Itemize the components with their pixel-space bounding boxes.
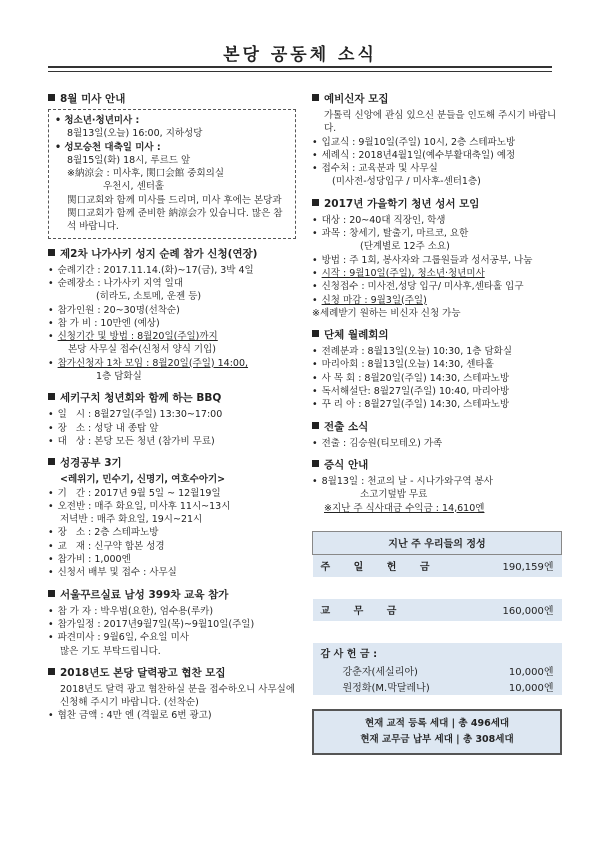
notice-line [48,487,296,500]
notice-line-text: (히라도, 소토메, 운젠 등) [96,291,202,303]
notice-line-text: • 성모승천 대축일 미사 : [55,141,161,153]
section-heading-text: 2017년 가을학기 청년 성서 모임 [324,197,480,210]
section-content [312,109,562,189]
notice-line [48,500,296,513]
notice-line [312,149,562,162]
notice-line [48,553,296,566]
notice-line-text: 장 소 : 2층 스테파노방 [57,527,159,539]
notice-line [55,180,289,193]
notice-line-text: 우천시, 센터홀 [103,181,165,193]
notice-line [55,194,289,234]
household-line: 현재 교적 등록 세대 | 총 496세대 [364,717,510,729]
offering-table [312,531,562,695]
notice-line-text: 마리아회 : 8월13일(오늘) 14:30, 센타홀 [321,359,494,371]
section-heading [312,458,562,472]
notice-line [312,109,562,136]
notice-line-text: 소고기덮밥 무료 [360,489,428,501]
section-heading [48,456,296,470]
square-bullet-icon [48,590,55,597]
notice-line [312,307,562,320]
notice-line [312,372,562,385]
notice-line-text: 関口교회와 함께 미사를 드리며, 미사 후에는 본당과 関口교회가 함께 준비한 納涼会가 있습니다. 많은 참석 바랍니다. [67,194,283,233]
offering-value: 160,000엔 [502,606,554,618]
notice-line [312,162,562,175]
left-column [48,92,296,731]
section-heading [312,420,562,434]
notice-line [48,370,296,383]
household-line: 현재 교무금 납부 세대 | 총 308세대 [360,733,514,745]
notice-line [48,264,296,277]
notice-line-text: ※세례받기 원하는 비신자 신청 가능 [312,307,461,319]
section-heading-text: 8월 미사 안내 [60,93,126,105]
section-heading-text: 2018년도 본당 달력광고 협찬 모집 [60,666,226,679]
notice-line [48,435,296,448]
title-divider [48,66,552,68]
notice-line [55,141,289,154]
notice-line [48,645,296,658]
notice-line [48,290,296,303]
notice-line-text: 일 시 : 8월27일(주일) 13:30~17:00 [57,409,223,421]
notice-section [48,666,296,723]
section-heading-text: 서울꾸르실료 남성 399차 교육 참가 [60,588,229,601]
thanks-value: 10,000엔 [508,667,554,679]
notice-line [48,277,296,290]
notice-section [312,328,562,411]
section-heading [312,197,562,211]
section-content [48,683,296,723]
notice-line [48,513,296,526]
notice-line-text: 전출 : 김승원(티모테오) 가족 [321,437,443,449]
notice-line-text: 협찬 금액 : 4만 엔 (격월로 6번 광고) [57,710,212,722]
notice-section [312,458,562,515]
notice-line-text: 과목 : 창세기, 탈출기, 마르코, 요한 [321,228,469,240]
section-heading [48,247,296,261]
notice-line [312,214,562,227]
notice-line-text: 본당 사무실 접수(신청서 양식 기입) [68,344,216,356]
notice-line-text: 접수처 : 교육분과 및 사무실 [321,163,438,175]
section-heading-text: 제2차 나가사키 성지 순례 참가 신청(연장) [60,247,258,260]
notice-line [48,683,296,710]
notice-line [312,227,562,240]
notice-line-text: 전례분과 : 8월13일(오늘) 10:30, 1층 담화실 [321,346,513,358]
notice-line-text: 8월13일(오늘) 16:00, 지하성당 [67,128,203,140]
notice-line-text: 대상 : 20~40대 직장인, 학생 [321,214,446,226]
notice-line [312,488,562,501]
notice-line-text: 신청접수 : 미사전,성당 입구/ 미사후,센타홀 입구 [321,281,524,293]
notice-section [48,456,296,579]
notice-line [312,254,562,267]
notice-line-text: 파견미사 : 9월6일, 수요일 미사 [57,632,189,644]
notice-line [48,566,296,579]
notice-line-text: ※納涼会 : 미사후, 関口会館 중회의실 [67,168,224,180]
notice-line-text: 기 간 : 2017년 9월 5일 ~ 12월19일 [57,487,221,499]
section-content [48,264,296,384]
section-heading [48,588,296,602]
notice-line [312,345,562,358]
notice-line-text: 교 재 : 신구약 합본 성경 [57,540,165,552]
section-content [312,475,562,515]
notice-line [312,175,562,188]
notice-line [312,475,562,488]
section-heading [48,391,296,405]
notice-line [48,317,296,330]
square-bullet-icon [48,668,55,675]
section-heading-text: 단체 월례회의 [324,329,389,342]
notice-line [48,473,296,486]
notice-line-text: • 청소년·청년미사 : [55,115,140,126]
notice-line-text: 오전반 : 매주 화요일, 미사후 11시~13시 [57,500,231,512]
section-heading [48,92,296,106]
notice-line [48,631,296,644]
square-bullet-icon [48,94,55,101]
notice-line-text: 가톨릭 신앙에 관심 있으신 분들을 인도해 주시기 바랍니다. [324,110,557,135]
notice-line [48,408,296,421]
section-content [312,345,562,411]
square-bullet-icon [312,94,319,101]
notice-line [48,330,296,343]
notice-line-text: 8월13일 : 천교의 날 - 시나가와구역 봉사 [321,475,493,487]
section-heading [48,666,296,680]
notice-line-text: 독서해설단: 8월27일(주일) 10:40, 마리아방 [321,386,510,398]
notice-line [48,540,296,553]
notice-line [48,304,296,317]
notice-line [55,154,289,167]
household-box [312,709,562,755]
notice-line-text: 대 상 : 본당 모든 청년 (참가비 무료) [57,435,215,447]
notice-line [312,385,562,398]
notice-line [48,709,296,722]
notice-line [312,502,562,515]
notice-line-text: <레위기, 민수기, 신명기, 여호수아기> [60,474,226,486]
section-heading [312,92,562,106]
notice-section [312,197,562,320]
notice-line [312,437,562,450]
notice-line-text: 참가인원 : 20~30명(선착순) [57,304,180,316]
notice-line-text: 꾸 리 아 : 8월27일(주일) 14:30, 스테파노방 [321,399,509,411]
notice-line-text: 방법 : 주 1회, 봉사자와 그룹원들과 성서공부, 나눔 [321,254,533,266]
square-bullet-icon [48,458,55,465]
section-heading [312,328,562,342]
section-content [48,605,296,658]
notice-line-text: 신청기간 및 방법 : 8월20일(주일)까지 [57,331,218,343]
section-content [312,214,562,320]
boxed-content [48,109,296,239]
section-content [48,473,296,579]
thanks-value: 10,000엔 [508,683,554,695]
notice-line [48,422,296,435]
section-heading-text: 성경공부 3기 [60,457,122,470]
thanks-name: 강춘자(세실리아) [342,667,418,679]
notice-line-text: ※지난 주 식사대금 수익금 : 14,610엔 [324,502,485,514]
notice-line-text: 많은 기도 부탁드립니다. [60,645,161,657]
notice-line-text: 참 가 자 : 박우범(요한), 엄수용(루카) [57,605,214,617]
notice-line-text: 장 소 : 성당 내 종탑 앞 [57,422,159,434]
notice-line-text: 신청 마감 : 9월3일(주일) [321,294,427,306]
notice-line [312,280,562,293]
notice-line-text: 입교식 : 9월10일(주일) 10시, 2층 스테파노방 [321,136,516,148]
offering-title: 지난 주 우리들의 정성 [313,531,562,554]
notice-line [55,114,289,127]
notice-line-text: 사 목 회 : 8월20일(주일) 14:30, 스테파노방 [321,372,509,384]
square-bullet-icon [48,249,55,256]
notice-line-text: 신청서 배부 및 접수 : 사무실 [57,567,177,579]
notice-line-text: 8월15일(화) 18시, 루르드 앞 [67,154,191,166]
notice-line-text: 2018년도 달력 광고 협찬하실 분을 접수하오니 사무실에 신청해 주시기 바랍니다. (선착순) [60,683,296,709]
notice-line-text: 참가비 : 1,000엔 [57,554,131,566]
notice-line-text: 시작 : 9월10일(주일), 청소년·청년미사 [321,267,485,279]
offering-label: 교 무 금 [320,606,407,618]
notice-line-text: 저녁반 : 매주 화요일, 19시~21시 [60,514,203,526]
notice-section [48,391,296,448]
offering-value: 190,159엔 [502,562,554,574]
notice-section [312,420,562,450]
notice-line [312,294,562,307]
section-heading-text: 예비신자 모집 [324,93,389,105]
notice-section [48,588,296,658]
notice-line [55,167,289,180]
notice-line [48,605,296,618]
notice-line [312,267,562,280]
notice-section [48,247,296,384]
notice-line [312,358,562,371]
right-column [312,92,562,755]
square-bullet-icon [48,393,55,400]
notice-line-text: 참 가 비 : 10만엔 (예상) [57,317,160,329]
notice-line [48,343,296,356]
notice-line-text: (단계별로 12주 소요) [360,241,450,253]
section-heading-text: 증식 안내 [324,458,369,471]
square-bullet-icon [312,199,319,206]
title-divider-thin [48,71,552,72]
notice-line-text: 세례식 : 2018년4월1일(예수부활대축일) 예정 [321,149,516,161]
notice-line [48,526,296,539]
section-content [48,408,296,448]
notice-line-text: 1층 담화실 [96,371,142,383]
notice-line-text: 순례기간 : 2017.11.14.(화)~17(금), 3박 4일 [57,264,254,276]
section-heading-text: 전출 소식 [324,420,369,433]
notice-line-text: (미사전-성당입구 / 미사후-센터1층) [332,176,481,188]
notice-line [48,618,296,631]
thanks-name: 원정화(M.막달레나) [342,683,430,695]
offering-label: 주 일 헌 금 [320,562,440,574]
notice-line [312,398,562,411]
notice-line [48,357,296,370]
section-content [312,437,562,450]
notice-line [312,136,562,149]
notice-section [48,92,296,239]
thanks-label: 감 사 헌 금 : [320,649,378,661]
section-heading-text: 세키구치 청년회와 함께 하는 BBQ [60,392,222,405]
notice-line-text: 순례장소 : 나가사키 지역 일대 [57,277,184,289]
page-title: 본당 공동체 소식 [223,45,377,65]
square-bullet-icon [312,460,319,467]
notice-line-text: 참가일정 : 2017년9월7일(목)~9월10일(주일) [57,618,255,630]
square-bullet-icon [312,422,319,429]
notice-line [55,127,289,140]
notice-section [312,92,562,189]
notice-line [312,240,562,253]
square-bullet-icon [312,330,319,337]
notice-line-text: 참가신청자 1차 모임 : 8월20일(주일) 14:00, [57,357,249,369]
